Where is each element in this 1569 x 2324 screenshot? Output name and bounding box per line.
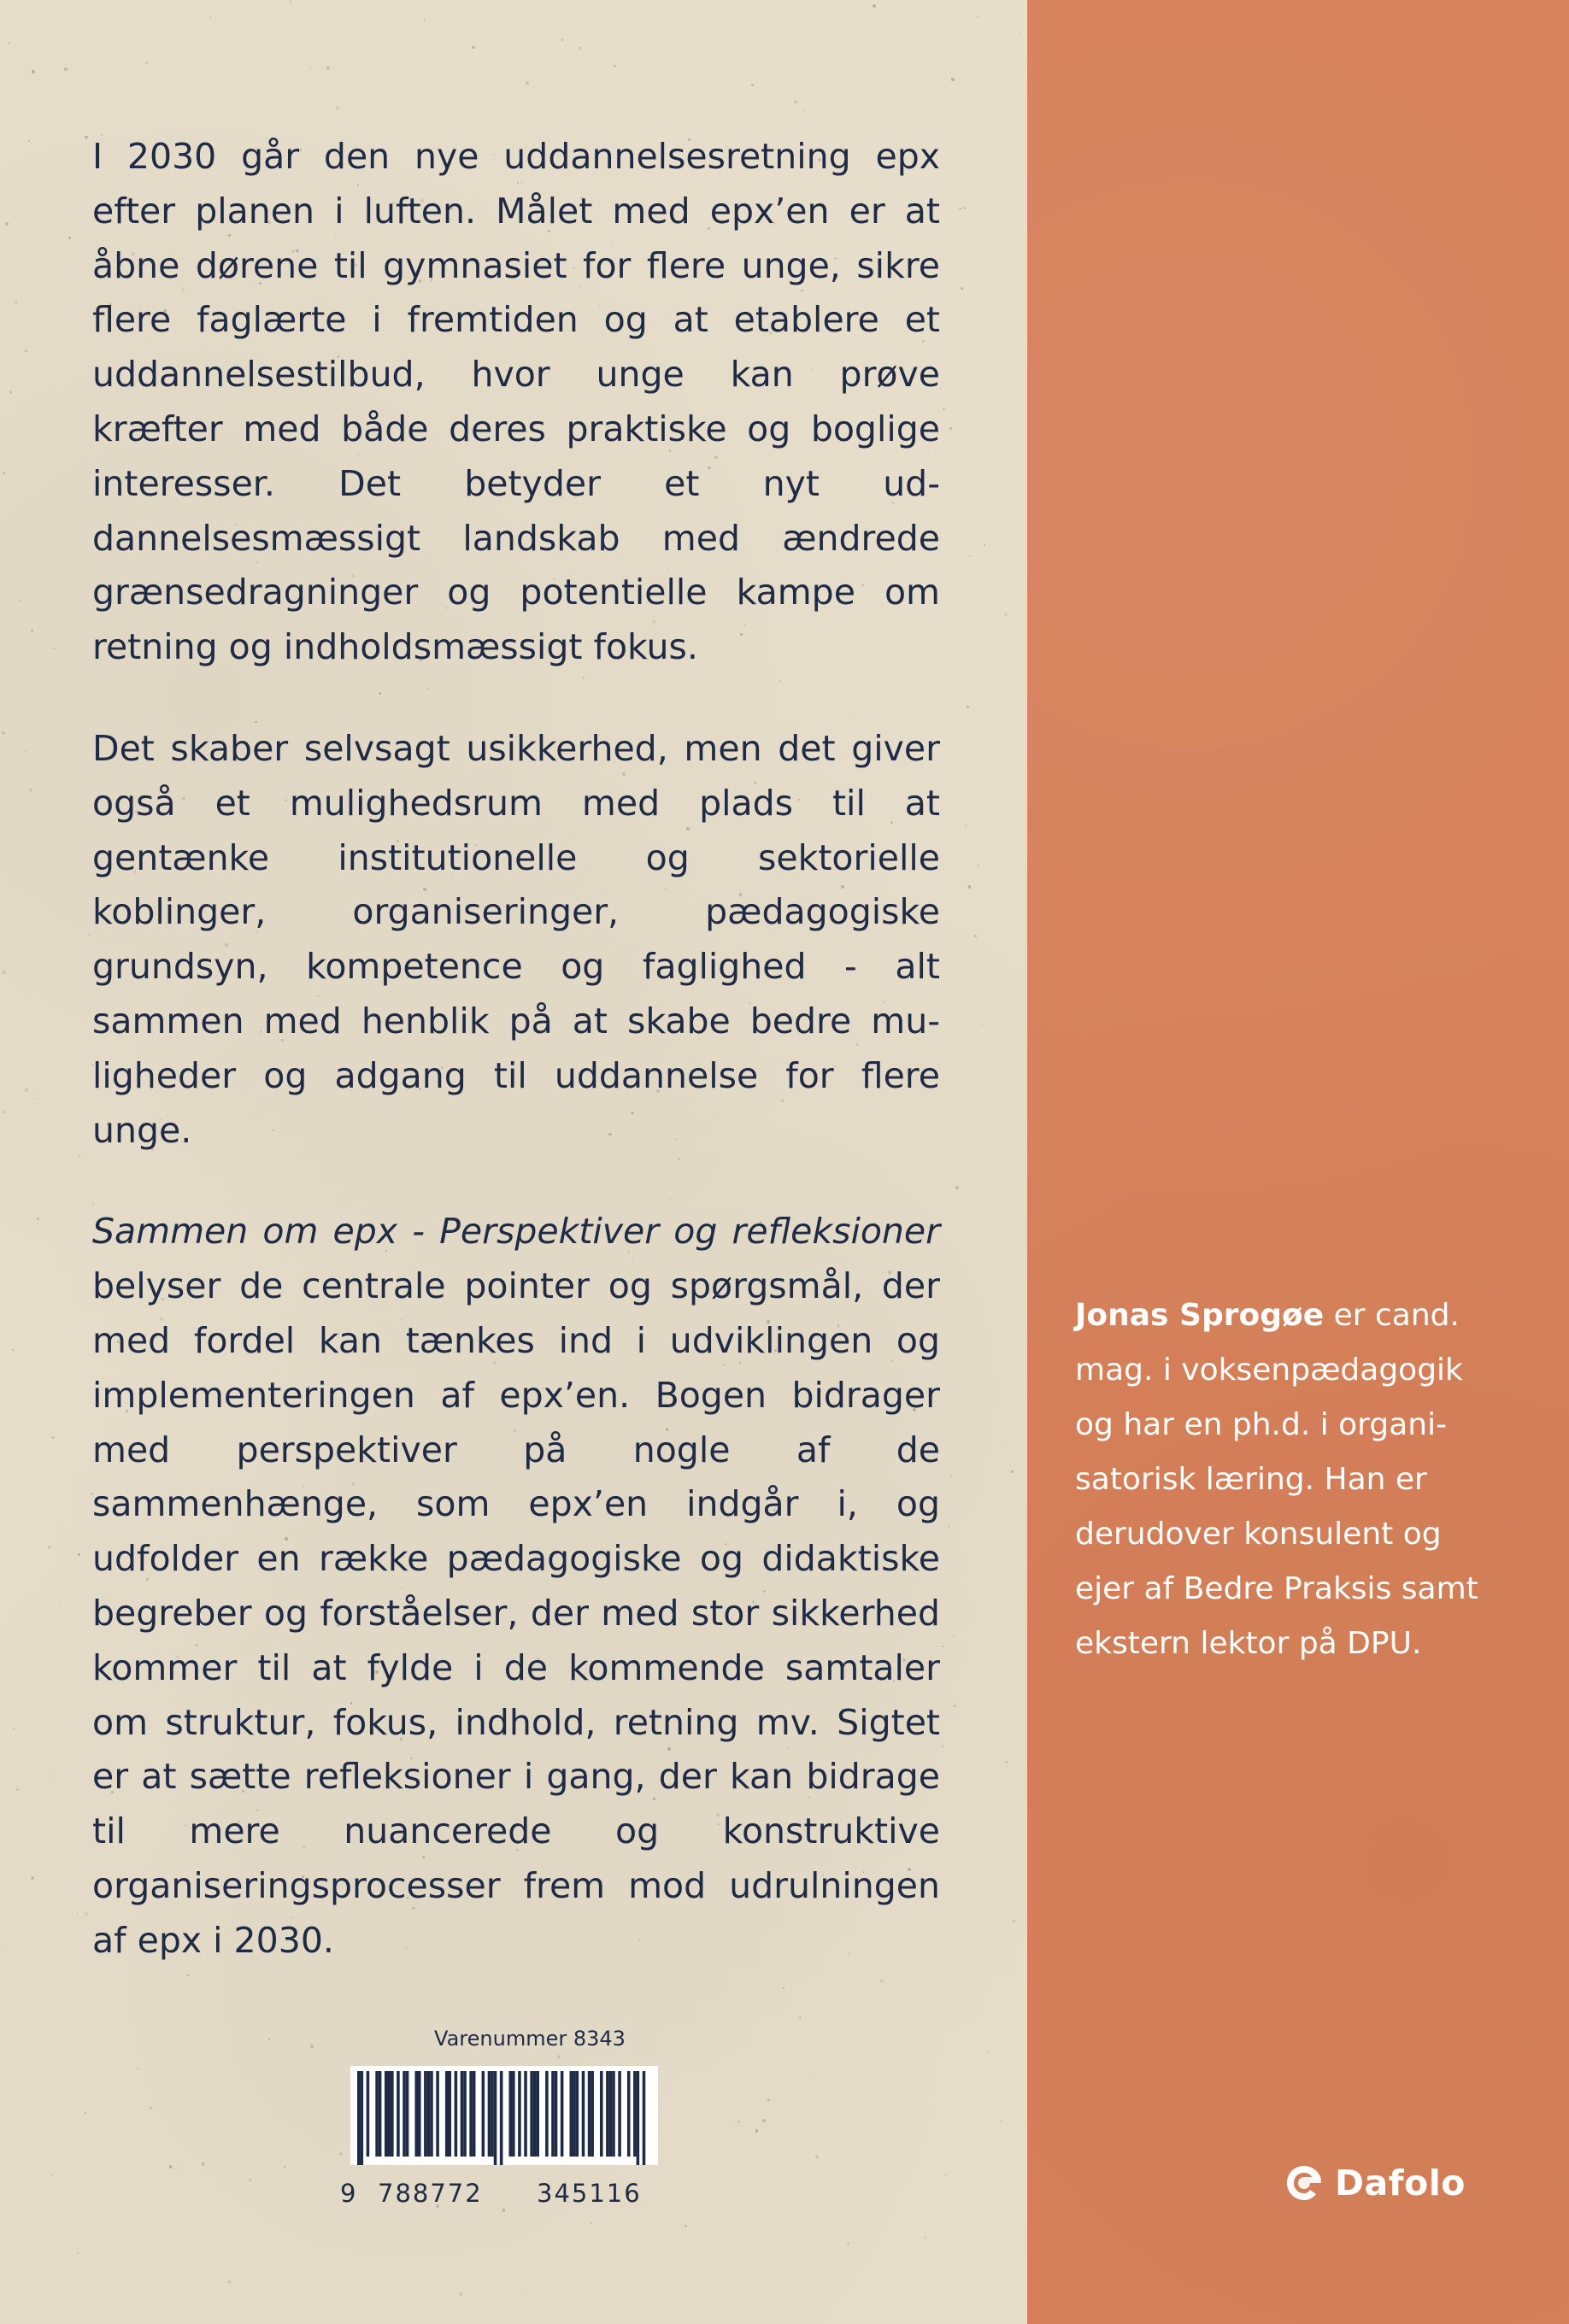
barcode-bar xyxy=(637,2071,640,2165)
paper-speck xyxy=(326,67,329,69)
paper-speck xyxy=(951,78,954,80)
paper-speck xyxy=(13,1728,14,1729)
paper-speck xyxy=(454,2213,455,2214)
paper-speck xyxy=(48,1546,51,1549)
barcode-bar xyxy=(609,2071,613,2157)
author-bio-line-4: satorisk læring. Han er xyxy=(1075,1462,1427,1497)
paper-speck xyxy=(85,1912,88,1916)
paper-speck xyxy=(1004,613,1008,616)
paper-speck xyxy=(1007,1032,1008,1034)
barcode-bar xyxy=(561,2071,564,2157)
paper-speck xyxy=(424,20,426,21)
barcode-bar xyxy=(379,2071,382,2157)
paper-speck xyxy=(963,207,966,209)
author-bio-line-3: og har en ph.d. i organi- xyxy=(1075,1407,1448,1442)
publisher-logo xyxy=(1284,2157,1466,2209)
barcode-bar xyxy=(545,2071,549,2157)
paper-speck xyxy=(981,1024,983,1025)
barcode-bar xyxy=(500,2071,503,2165)
paper-speck xyxy=(9,391,11,393)
paper-speck xyxy=(755,2129,758,2132)
paper-speck xyxy=(53,648,55,649)
barcode-bar xyxy=(582,2071,585,2157)
barcode-bar xyxy=(555,2071,558,2157)
paper-speck xyxy=(290,0,291,2)
paper-speck xyxy=(942,1746,943,1747)
paper-speck xyxy=(924,2236,926,2239)
paper-speck xyxy=(19,600,21,602)
barcode-bar xyxy=(391,2071,394,2157)
paper-speck xyxy=(459,2292,462,2296)
paper-speck xyxy=(988,2051,990,2053)
barcode-block xyxy=(340,2027,701,2208)
paper-speck xyxy=(502,2209,505,2211)
paper-speck xyxy=(685,2225,686,2227)
paper-speck xyxy=(15,301,17,303)
paper-speck xyxy=(968,885,972,889)
barcode-bar xyxy=(573,2071,576,2157)
paper-speck xyxy=(873,4,876,8)
paper-speck xyxy=(3,971,6,974)
barcode-bar xyxy=(461,2071,464,2157)
paper-speck xyxy=(12,1349,14,1351)
paper-speck xyxy=(955,1186,959,1189)
paper-speck xyxy=(969,555,971,557)
paper-speck xyxy=(978,865,979,866)
paper-speck xyxy=(959,208,961,210)
paper-speck xyxy=(614,65,616,67)
paper-speck xyxy=(762,2119,766,2122)
paper-speck xyxy=(943,408,945,411)
barcode-bar xyxy=(524,2071,527,2157)
barcode-bar xyxy=(375,2071,379,2157)
paper-speck xyxy=(8,42,10,44)
barcode-bar xyxy=(551,2071,555,2157)
barcode-bar xyxy=(606,2071,609,2157)
paper-speck xyxy=(32,70,35,73)
barcode-bar xyxy=(536,2071,539,2157)
paper-speck xyxy=(60,866,61,867)
author-bio-line-1: er cand. xyxy=(1324,1298,1460,1333)
paper-speck xyxy=(1011,1470,1014,1473)
barcode-bar xyxy=(482,2071,485,2157)
paper-speck xyxy=(799,2016,802,2019)
paper-speck xyxy=(949,427,952,430)
paper-speck xyxy=(25,749,27,752)
paper-speck xyxy=(16,1788,19,1791)
barcode-bar xyxy=(361,2071,364,2165)
paper-speck xyxy=(228,2280,231,2283)
paper-speck xyxy=(210,16,212,18)
paper-speck xyxy=(961,287,963,290)
paper-speck xyxy=(339,2152,343,2156)
barcode-bar xyxy=(367,2071,370,2157)
paper-speck xyxy=(3,472,5,474)
barcode-bar xyxy=(643,2071,646,2165)
paper-speck xyxy=(940,389,942,390)
paper-speck xyxy=(965,825,967,827)
barcode-bar xyxy=(463,2071,467,2157)
barcode-bar xyxy=(469,2071,473,2157)
paper-speck xyxy=(967,706,969,708)
barcode-first-digit: 9 xyxy=(340,2179,358,2208)
paper-speck xyxy=(804,2295,805,2296)
paper-speck xyxy=(336,106,339,109)
barcode-bar xyxy=(518,2071,521,2157)
barcode-right-digits: 345116 xyxy=(537,2179,642,2208)
paper-speck xyxy=(1000,2121,1002,2122)
paper-speck xyxy=(767,2098,770,2101)
paper-speck xyxy=(78,1553,80,1556)
barcode-bar xyxy=(591,2071,594,2157)
paper-speck xyxy=(815,2155,819,2158)
paper-speck xyxy=(623,2020,624,2021)
barcode-bar xyxy=(618,2071,621,2157)
paper-speck xyxy=(150,2107,152,2110)
paper-speck xyxy=(2,731,5,735)
barcode-bar xyxy=(430,2071,433,2157)
paper-speck xyxy=(169,2165,172,2168)
paper-speck xyxy=(202,2163,205,2166)
barcode-bar xyxy=(530,2071,533,2157)
paper-speck xyxy=(228,2110,229,2111)
paper-speck xyxy=(984,544,985,546)
barcode-bar xyxy=(455,2071,458,2157)
barcode-bar xyxy=(397,2071,400,2157)
author-bio-line-2: mag. i voksenpædagogik xyxy=(1075,1353,1463,1388)
barcode-bars xyxy=(350,2066,658,2165)
paper-speck xyxy=(945,2174,946,2175)
barcode-bar xyxy=(600,2071,603,2157)
author-bio-line-6: ejer af Bedre Praksis samt xyxy=(1075,1571,1478,1606)
paper-speck xyxy=(948,1525,949,1527)
barcode-bar xyxy=(427,2071,431,2157)
blurb-paragraph-2: Det skaber selvsagt usikkerhed, men det giver også et mulighedsrum med plads til at gentænke institutionelle og sektorielle koblinger, organiseringer, pædagogiske grundsyn, kompetence og faglighed - alt sammen med henblik på at skabe bedre muligheder og adgang til uddannelse for flere unge. xyxy=(92,727,940,1151)
barcode-bar xyxy=(509,2071,513,2157)
barcode-bar xyxy=(418,2071,421,2157)
paper-speck xyxy=(25,350,27,353)
paper-speck xyxy=(974,935,978,938)
paper-speck xyxy=(977,16,978,18)
paper-speck xyxy=(77,1913,79,1915)
paper-speck xyxy=(31,1876,34,1880)
paper-speck xyxy=(3,1949,5,1951)
barcode-bar xyxy=(627,2071,631,2157)
paper-speck xyxy=(31,629,34,632)
barcode-bar xyxy=(424,2071,427,2157)
barcode-bar xyxy=(612,2071,615,2157)
barcode-bar xyxy=(494,2071,497,2165)
barcode-bar xyxy=(488,2071,491,2157)
paper-speck xyxy=(1013,1920,1015,1922)
barcode-bar xyxy=(473,2071,476,2157)
item-number-label: Varenummer 8343 xyxy=(434,2027,626,2051)
paper-speck xyxy=(310,68,312,70)
paper-speck xyxy=(5,222,9,226)
paper-speck xyxy=(472,46,475,50)
paper-speck xyxy=(1020,32,1021,34)
barcode-bar xyxy=(576,2071,579,2157)
barcode-bar xyxy=(357,2071,361,2165)
paper-speck xyxy=(794,100,796,103)
barcode-bar xyxy=(533,2071,537,2157)
paper-speck xyxy=(810,2075,811,2076)
barcode-bar xyxy=(570,2071,573,2157)
paper-speck xyxy=(85,2112,86,2114)
barcode-bar xyxy=(445,2071,449,2157)
paper-speck xyxy=(526,81,529,85)
paper-speck xyxy=(76,1943,77,1944)
blurb-paragraph-3-text: belyser de centrale pointer og spørgsmål, der med fordel kan tænkes ind i udviklingen og implementeringen af epx’en. Bogen bidrager med perspektiver på nogle af de sammenhænge, som epx’en indgår i, og udfolder en række pædagogiske og didaktiske begreber og forståelser, der med stor sikkerhed kommer til at fylde i de kommende samtaler om struktur, fokus, indhold, retning mv. Sigtet er at sætte refleksioner i gang, der kan bidrage til mere nuancerede og konstruktive organiseringsprocesser frem mod udrulningen af epx i 2030. xyxy=(92,1265,940,1961)
paper-speck xyxy=(751,84,754,86)
barcode-bar xyxy=(512,2071,515,2157)
paper-speck xyxy=(77,2252,79,2254)
author-bio xyxy=(1075,1288,1502,1671)
paper-speck xyxy=(51,1436,55,1440)
paper-speck xyxy=(68,237,70,238)
paper-speck xyxy=(37,1218,39,1220)
paper-speck xyxy=(3,1111,6,1113)
paper-speck xyxy=(999,1441,1000,1442)
paper-speck xyxy=(1005,1761,1008,1764)
barcode-bar xyxy=(491,2071,494,2157)
author-name: Jonas Sprogøe xyxy=(1075,1298,1325,1333)
publisher-name: Dafolo xyxy=(1335,2163,1466,2204)
paper-speck xyxy=(51,2174,53,2176)
paper-speck xyxy=(561,38,563,40)
paper-speck xyxy=(950,1476,952,1477)
paper-speck xyxy=(543,2166,544,2167)
author-bio-line-7: ekstern lektor på DPU. xyxy=(1075,1626,1422,1661)
barcode-bar xyxy=(403,2071,406,2157)
blurb-paragraph-1: I 2030 går den nye uddannelsesretning epx efter planen i luften. Målet med epx’en er at åbne dørene til gymnasiet for flere unge, sikre flere faglærte i fremtiden og at etablere et uddannelsestilbud, hvor unge kan prøve kræfter med både deres praktiske og boglige interesser. Det betyder et nyt uddannelsesmæssigt landskab med ændrede grænsedragninger og potentielle kampe om retning og indholdsmæssigt fokus. xyxy=(92,136,940,668)
paper-speck xyxy=(198,87,199,88)
paper-speck xyxy=(79,1154,81,1157)
barcode-background xyxy=(350,2066,658,2165)
barcode-bar xyxy=(388,2071,391,2157)
paper-speck xyxy=(28,140,30,142)
paper-speck xyxy=(591,2222,592,2224)
barcode-bar xyxy=(449,2071,452,2157)
paper-speck xyxy=(737,2121,740,2123)
barcode-bar xyxy=(414,2071,418,2157)
paper-speck xyxy=(957,1365,959,1367)
paper-speck xyxy=(520,2287,522,2289)
barcode-bar xyxy=(588,2071,591,2157)
paper-speck xyxy=(85,136,87,138)
paper-speck xyxy=(579,47,581,50)
paper-speck xyxy=(48,1775,50,1777)
paper-speck xyxy=(60,1605,62,1606)
barcode-bar xyxy=(385,2071,388,2157)
barcode-bar xyxy=(436,2071,439,2157)
paper-speck xyxy=(249,2179,251,2181)
barcode-bar xyxy=(406,2071,409,2157)
paper-speck xyxy=(960,377,961,379)
book-title: Sammen om epx - Perspektiver og refleksioner xyxy=(92,1211,940,1253)
dafolo-logo-icon xyxy=(1284,2163,1325,2204)
barcode-left-digits: 788772 xyxy=(378,2179,483,2208)
paper-speck xyxy=(137,2068,139,2070)
paper-speck xyxy=(34,1098,35,1099)
paper-speck xyxy=(25,1089,27,1091)
paper-speck xyxy=(803,109,805,111)
paper-speck xyxy=(64,67,68,71)
paper-speck xyxy=(38,190,40,191)
author-bio-line-5: derudover konsulent og xyxy=(1075,1517,1442,1552)
paper-speck xyxy=(88,934,91,936)
paper-speck xyxy=(284,2166,285,2168)
paper-speck xyxy=(145,62,148,64)
paper-speck xyxy=(29,789,32,792)
back-cover-right-panel xyxy=(1027,0,1569,2324)
back-cover-blurb xyxy=(92,130,940,2016)
paper-speck xyxy=(31,999,32,1000)
paper-speck xyxy=(953,1634,955,1636)
paper-speck xyxy=(954,1705,956,1707)
blurb-paragraph-3 xyxy=(92,1205,940,1968)
barcode-bar xyxy=(633,2071,637,2157)
paper-speck xyxy=(847,2242,849,2245)
paper-speck xyxy=(983,2012,984,2013)
